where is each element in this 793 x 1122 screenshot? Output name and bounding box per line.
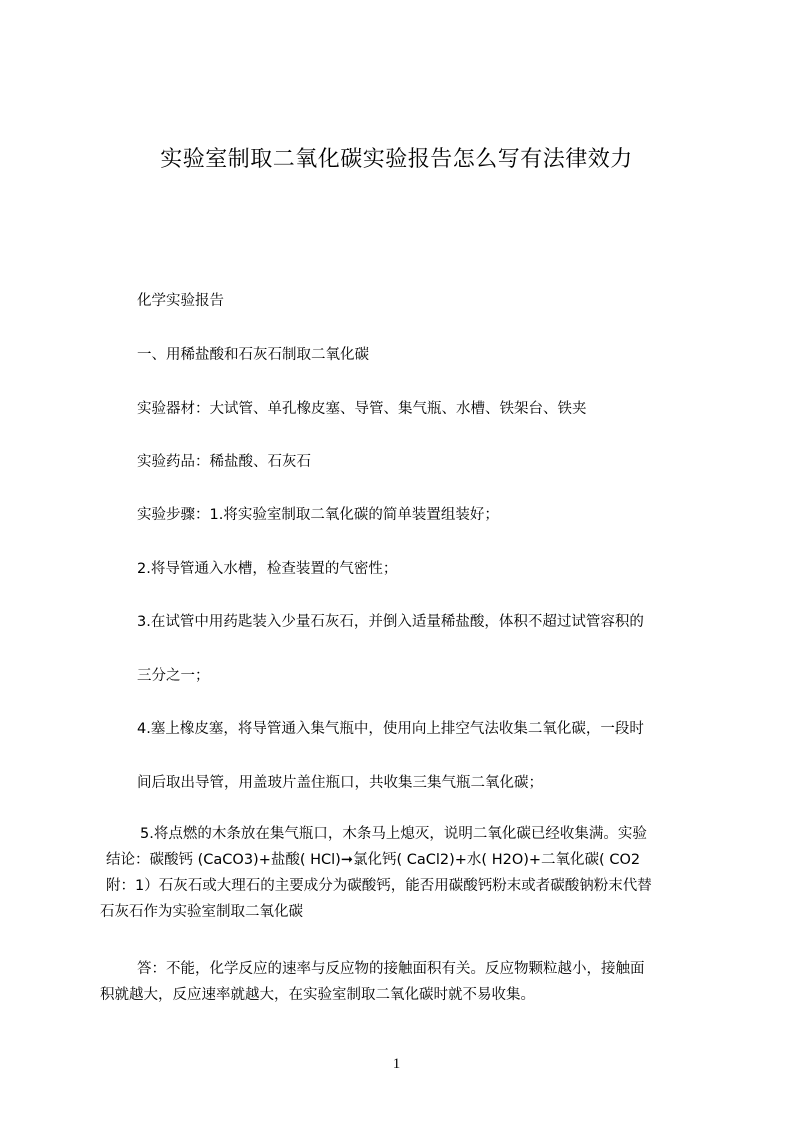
paragraph: 实验器材：大试管、单孔橡皮塞、导管、集气瓶、水槽、铁架台、铁夹 — [137, 401, 587, 417]
paragraph: 化学实验报告 — [137, 293, 224, 309]
paragraph: 间后取出导管，用盖玻片盖住瓶口，共收集三集气瓶二氧化碳； — [137, 775, 543, 791]
paragraph: 4.塞上橡皮塞，将导管通入集气瓶中，使用向上排空气法收集二氧化碳，一段时 — [137, 721, 644, 737]
paragraph: 一、用稀盐酸和石灰石制取二氧化碳 — [137, 347, 369, 363]
paragraph: 答：不能，化学反应的速率与反应物的接触面积有关。反应物颗粒越小，接触面 — [137, 961, 645, 977]
paragraph: 附：1）石灰石或大理石的主要成分为碳酸钙，能否用碳酸钙粉末或者碳酸钠粉末代替 — [106, 878, 652, 894]
paragraph: 实验步骤：1.将实验室制取二氧化碳的简单装置组装好； — [137, 507, 499, 523]
paragraph: 积就越大，反应速率就越大，在实验室制取二氧化碳时就不易收集。 — [100, 987, 535, 1003]
paragraph: 2.将导管通入水槽，检查装置的气密性； — [137, 561, 398, 577]
paragraph: 结论：碳酸钙 (CaCO3)+盐酸( HCl)➞氯化钙( CaCl2)+水( H2O)+二氧化碳( CO2 — [106, 852, 641, 868]
document-title: 实验室制取二氧化碳实验报告怎么写有法律效力 — [160, 147, 633, 172]
paragraph: 三分之一； — [137, 668, 210, 684]
paragraph: 5.将点燃的木条放在集气瓶口，木条马上熄灭，说明二氧化碳已经收集满。实验 — [140, 826, 647, 842]
page-number: 1 — [392, 1056, 401, 1072]
paragraph: 石灰石作为实验室制取二氧化碳 — [100, 904, 303, 920]
paragraph: 实验药品：稀盐酸、石灰石 — [137, 454, 311, 470]
paragraph: 3.在试管中用药匙装入少量石灰石，并倒入适量稀盐酸，体积不超过试管容积的 — [137, 614, 644, 630]
